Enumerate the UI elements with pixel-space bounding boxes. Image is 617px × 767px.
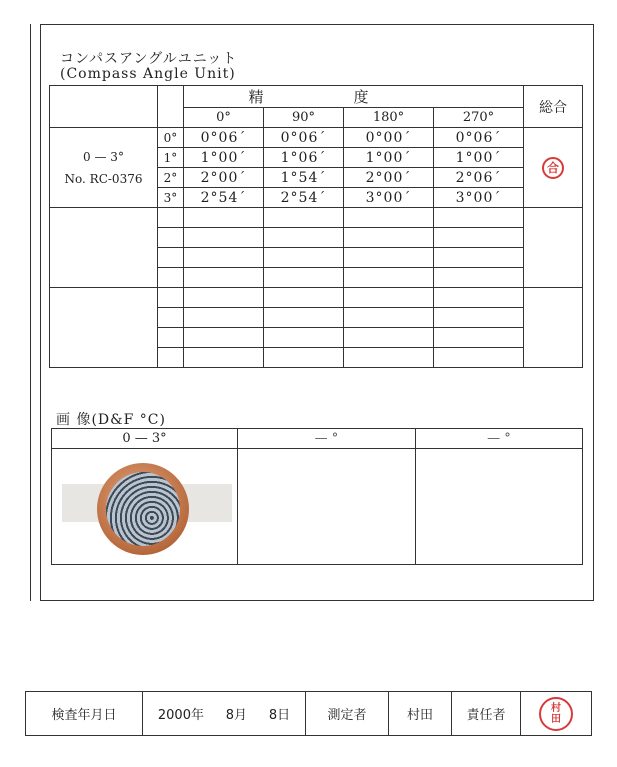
value-cell: 0°00´ xyxy=(344,128,434,148)
seal-stamp xyxy=(539,697,573,731)
value-cell: 3°00´ xyxy=(344,188,434,208)
seal-char: 村 xyxy=(551,702,561,714)
value-cell: 0°06´ xyxy=(184,128,264,148)
value-cell: 1°06´ xyxy=(264,148,344,168)
empty-unit-cell xyxy=(50,288,158,368)
responsible-seal-cell xyxy=(521,692,591,735)
col-header-270: 270° xyxy=(434,108,524,128)
value-cell: 0°06´ xyxy=(434,128,524,148)
empty-image-cell xyxy=(416,449,583,565)
value-cell: 2°54´ xyxy=(184,188,264,208)
empty-image-cell xyxy=(238,449,416,565)
value-cell: 1°00´ xyxy=(434,148,524,168)
row-angle: 0° xyxy=(158,128,184,148)
accuracy-table xyxy=(49,85,583,368)
measurer-name: 村田 xyxy=(389,692,452,735)
row-angle: 3° xyxy=(158,188,184,208)
unit-model: No. RC-0376 xyxy=(64,171,143,186)
image-section-title: 画 像(D&F °C) xyxy=(56,412,166,428)
unit-header-cell xyxy=(50,86,158,128)
value-cell: 0°06´ xyxy=(264,128,344,148)
measurer-label: 測定者 xyxy=(306,692,389,735)
accuracy-header xyxy=(184,86,524,108)
value-cell: 1°00´ xyxy=(184,148,264,168)
image-col-header: 0 — 3° xyxy=(52,429,238,449)
footer-table xyxy=(25,691,592,736)
inspection-day: 8日 xyxy=(268,708,291,723)
value-cell: 2°54´ xyxy=(264,188,344,208)
compass-sample-photo xyxy=(97,463,189,555)
row-angle: 2° xyxy=(158,168,184,188)
empty-unit-cell xyxy=(50,208,158,288)
value-cell: 3°00´ xyxy=(434,188,524,208)
value-cell: 2°00´ xyxy=(184,168,264,188)
inspection-date-label: 検査年月日 xyxy=(26,692,143,735)
accuracy-label: 精 xyxy=(248,88,354,106)
seal-char: 田 xyxy=(551,713,561,725)
value-cell: 2°06´ xyxy=(434,168,524,188)
sample-image-cell xyxy=(52,449,238,565)
empty-overall-cell xyxy=(524,208,583,288)
overall-header: 総合 xyxy=(524,86,583,128)
value-cell: 1°00´ xyxy=(344,148,434,168)
row-angle: 1° xyxy=(158,148,184,168)
unit-range: 0 — 3° xyxy=(83,149,124,164)
degree-label: 度 xyxy=(353,88,459,106)
unit-info-cell xyxy=(50,128,158,208)
value-cell: 1°54´ xyxy=(264,168,344,188)
document-title-jp: コンパスアングルユニット xyxy=(60,51,238,67)
inspection-month: 8月 xyxy=(225,708,248,723)
col-header-90: 90° xyxy=(264,108,344,128)
col-header-0: 0° xyxy=(184,108,264,128)
image-col-header: — ° xyxy=(238,429,416,449)
angle-header-cell xyxy=(158,86,184,128)
image-table xyxy=(51,428,583,565)
image-col-header: — ° xyxy=(416,429,583,449)
value-cell: 2°00´ xyxy=(344,168,434,188)
compass-face xyxy=(106,472,180,546)
inspection-date-cell xyxy=(143,692,306,735)
col-header-180: 180° xyxy=(344,108,434,128)
left-margin-line xyxy=(30,24,31,601)
pass-stamp: 合 xyxy=(542,157,564,179)
overall-cell xyxy=(524,128,583,208)
empty-overall-cell xyxy=(524,288,583,368)
document-title-en: (Compass Angle Unit) xyxy=(60,66,236,82)
responsible-label: 責任者 xyxy=(452,692,521,735)
inspection-year: 2000年 xyxy=(157,708,204,723)
